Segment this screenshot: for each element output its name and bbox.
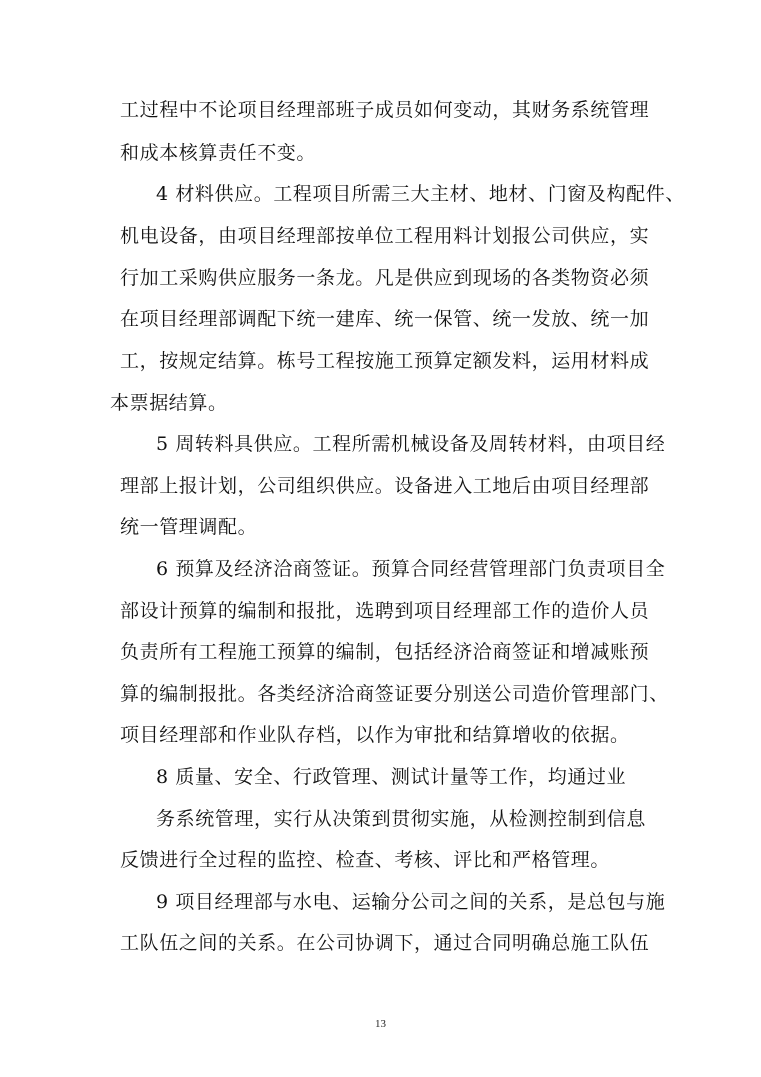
text-line: 6 预算及经济洽商签证。预算合同经营管理部门负责项目全 [156, 558, 666, 580]
text-line: 9 项目经理部与水电、运输分公司之间的关系，是总包与施 [156, 891, 666, 913]
text-line: 反馈进行全过程的监控、检查、考核、评比和严格管理。 [120, 849, 611, 871]
text-line: 5 周转料具供应。工程所需机械设备及周转材料，由项目经 [156, 433, 666, 455]
text-line: 本票据结算。 [110, 392, 228, 414]
text-line: 和成本核算责任不变。 [120, 142, 317, 164]
text-line: 部设计预算的编制和报批，选聘到项目经理部工作的造价人员 [120, 600, 650, 622]
text-line: 务系统管理，实行从决策到贯彻实施，从检测控制到信息 [156, 808, 647, 830]
text-line: 负责所有工程施工预算的编制，包括经济洽商签证和增减账预 [120, 641, 650, 663]
text-line: 在项目经理部调配下统一建库、统一保管、统一发放、统一加 [120, 308, 650, 330]
text-line: 8 质量、安全、行政管理、测试计量等工作，均通过业 [156, 766, 627, 788]
text-line: 机电设备，由项目经理部按单位工程用料计划报公司供应，实 [120, 225, 650, 247]
text-line: 工，按规定结算。栋号工程按施工预算定额发料，运用材料成 [120, 350, 650, 372]
text-line: 行加工采购供应服务一条龙。凡是供应到现场的各类物资必须 [120, 267, 650, 289]
text-line: 算的编制报批。各类经济洽商签证要分别送公司造价管理部门、 [120, 683, 669, 705]
text-line: 4 材料供应。工程项目所需三大主材、地材、门窗及构配件、 [156, 183, 685, 205]
text-line: 工过程中不论项目经理部班子成员如何变动，其财务系统管理 [120, 99, 650, 121]
text-line: 工队伍之间的关系。在公司协调下，通过合同明确总施工队伍 [120, 932, 650, 954]
text-line: 统一管理调配。 [120, 516, 258, 538]
page-number: 13 [375, 1018, 386, 1030]
text-line: 项目经理部和作业队存档，以作为审批和结算增收的依据。 [120, 724, 630, 746]
text-line: 理部上报计划，公司组织供应。设备进入工地后由项目经理部 [120, 475, 650, 497]
